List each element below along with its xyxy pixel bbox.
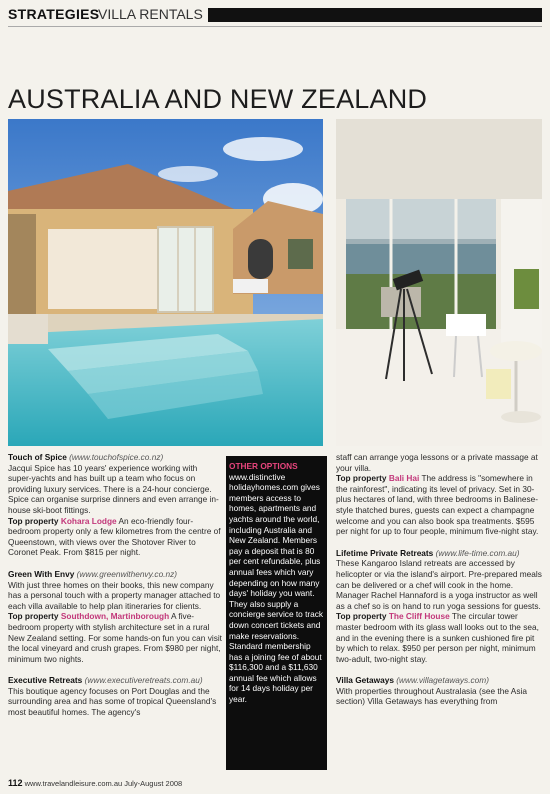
sidebar-title: OTHER OPTIONS: [229, 461, 298, 471]
text-column-1: [8, 452, 222, 718]
body-paragraph: With just three homes on their books, this new company has a personal touch with a property manager attached to each villa available to help plan itineraries for clients.: [8, 579, 221, 611]
agency-url: (www.touchofspice.co.nz): [69, 452, 164, 462]
body-paragraph: Jacqui Spice has 10 years' experience working with super-yachts and has built up a team who focus on providing luxury services. There is a 24-hour concierge. Spice can organise surprise dinners and even arrange in-house ski-boot fittings.: [8, 462, 219, 515]
subsection-label: VILLA RENTALS: [98, 6, 203, 22]
footer-url: www.travelandleisure.com.au: [24, 779, 123, 788]
body-paragraph: With properties throughout Australasia (see the Asia section) Villa Getaways has everything from: [336, 685, 527, 707]
top-property-label: Top property: [336, 611, 389, 622]
cliff-house-photo: [336, 119, 542, 446]
paragraph-spacer: [336, 664, 542, 675]
property-name: Bali Hai: [388, 473, 420, 484]
ocean-view-room-illustration: [336, 119, 542, 446]
top-property-label: Top property: [336, 473, 389, 484]
agency-heading: [8, 569, 222, 580]
agency-heading: [336, 548, 542, 559]
agency-name: Executive Retreats: [8, 675, 83, 686]
section-label: STRATEGIES: [8, 6, 100, 22]
sidebar-text: www.distinctive holidayhomes.com gives members access to homes, apartments and yachts around the world, including Australia and New Zealand. Members pay a deposit that is 80 per cent refundable, plus annual fees which vary depending on how many days' holiday you want. They also supply a concierge service to track down concert tickets and make reservations. Standard membership has a joining fee of about $116,300 and a $11,630 annual fee which allows for 14 days holiday per year.: [229, 471, 324, 705]
top-property-paragraph: [336, 473, 542, 537]
article-title: AUSTRALIA AND NEW ZEALAND: [8, 84, 428, 114]
body-paragraph: These Kangaroo Island retreats are accessed by helicopter or via the island's airport. Pre-prepared meals can be delivered or a chef will cook in the home. Manager Rachel Hannaford is a yoga instructor as well as a chef so is on hand to run yoga sessions for guests.: [336, 558, 542, 611]
agency-name: Villa Getaways: [336, 675, 394, 686]
agency-name: Lifetime Private Retreats: [336, 547, 434, 558]
agency-url: (www.executiveretreats.com.au): [84, 675, 203, 686]
villa-pool-photo: [8, 119, 323, 446]
property-name: Southdown, Martinborough: [60, 611, 170, 622]
header-rule: [8, 26, 542, 27]
top-property-paragraph: [8, 611, 222, 664]
agency-url: (www.greenwithenvy.co.nz): [76, 568, 178, 579]
property-description: The address is "somewhere in the rainforest", indicating its level of privacy. Set in 30-plus hectares of land, with three bedrooms in Balinese-style thatched bures, guests can expect a champagne welcome and you can also book spa treatments. $595 per night for up to four people, minimum five-night stay.: [336, 473, 539, 537]
paragraph-spacer: [8, 664, 222, 675]
property-description: An eco-friendly four-bedroom property only a few kilometres from the centre of Queenstown, with views over the Shotover River to Coronet Peak. From $815 per night.: [8, 515, 221, 558]
property-name: Kohara Lodge: [60, 515, 117, 526]
body-paragraph: staff can arrange yoga lessons or a private massage at your villa.: [336, 452, 538, 473]
footer-date: July-August 2008: [124, 779, 183, 788]
property-description: The circular tower master bedroom with its glass wall looks out to the sea, and in the evening there is a sunken cushioned fire pit by which to relax. $950 per person per night, minimum two-adult, two-night stay.: [336, 611, 539, 664]
page-header: [8, 6, 542, 24]
paragraph-spacer: [336, 537, 542, 548]
agency-url: (www.life-time.com.au): [435, 547, 520, 558]
agency-name: Green With Envy: [8, 568, 75, 579]
other-options-sidebar: [226, 456, 327, 770]
paragraph-spacer: [8, 558, 222, 569]
top-property-label: Top property: [8, 611, 61, 622]
property-name: The Cliff House: [388, 611, 450, 622]
header-bar: [208, 8, 542, 22]
agency-heading: [8, 675, 222, 686]
page-number: 112: [8, 778, 23, 788]
top-property-paragraph: [336, 611, 542, 664]
agency-name: Touch of Spice: [8, 452, 67, 462]
agency-heading: [8, 452, 222, 463]
villa-pool-illustration: [8, 119, 323, 446]
top-property-label: Top property: [8, 515, 61, 526]
agency-url: (www.villagetaways.com): [396, 675, 489, 686]
agency-heading: [336, 675, 542, 686]
top-property-paragraph: [8, 516, 222, 558]
text-column-3: [336, 452, 542, 707]
body-paragraph: This boutique agency focuses on Port Douglas and the surrounding area and has some of tropical Queensland's most beautiful homes. The agency's: [8, 685, 217, 718]
property-description: A five-bedroom property with stylish architecture set in a rural New Zealand setting. For some hands-on fun you can visit the local vineyard and crush grapes. From $980 per night, minimum two nights.: [8, 611, 222, 664]
page-footer: [8, 778, 182, 788]
